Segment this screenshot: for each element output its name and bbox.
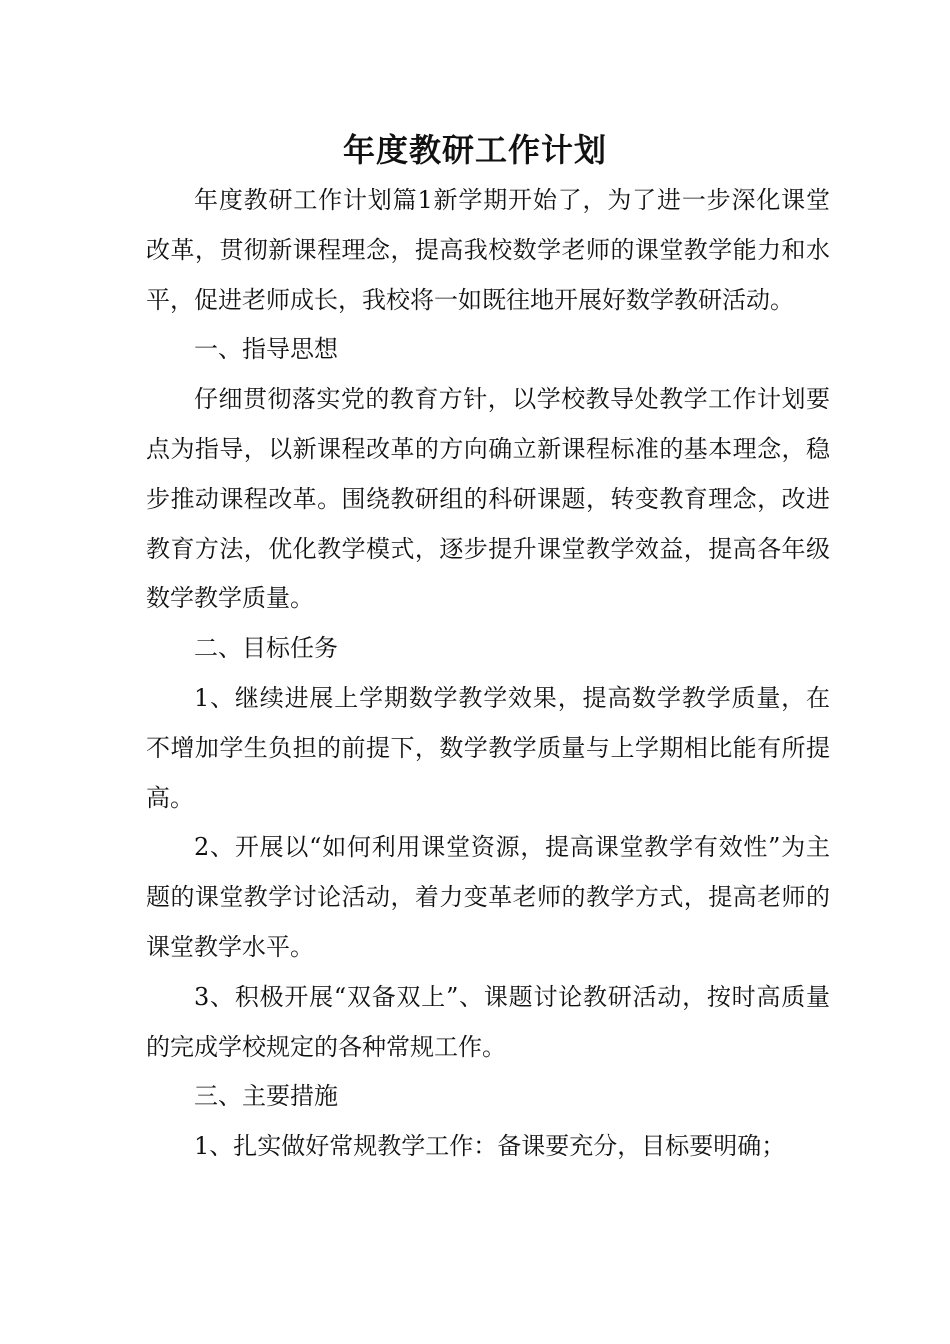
section-heading-guiding-ideology: 一、指导思想 <box>194 335 338 364</box>
goal-item-3: 3、积极开展“双备双上”、课题讨论教研活动，按时高质量的完成学校规定的各种常规工作。 <box>146 982 830 1061</box>
document-title: 年度教研工作计划 <box>342 131 607 169</box>
guiding-ideology-paragraph: 仔细贯彻落实党的教育方针，以学校教导处教学工作计划要点为指导，以新课程改革的方向确立新课程标准的基本理念，稳步推动课程改革。围绕教研组的科研课题，转变教育理念，改进教育方法，优化教学模式，逐步提升课堂教学效益，提高各年级数学教学质量。 <box>146 385 830 613</box>
section-heading-goals: 二、目标任务 <box>194 634 338 663</box>
intro-paragraph: 年度教研工作计划篇1新学期开始了，为了进一步深化课堂改革，贯彻新课程理念，提高我校数学老师的课堂教学能力和水平，促进老师成长，我校将一如既往地开展好数学教研活动。 <box>146 186 830 314</box>
goal-item-1: 1、继续进展上学期数学教学效果，提高数学教学质量，在不增加学生负担的前提下，数学教学质量与上学期相比能有所提高。 <box>146 683 830 812</box>
section-heading-measures: 三、主要措施 <box>194 1082 338 1111</box>
goal-item-2: 2、开展以“如何利用课堂资源，提高课堂教学有效性”为主题的课堂教学讨论活动，着力变革老师的教学方式，提高老师的课堂教学水平。 <box>146 833 830 961</box>
document-body <box>146 176 830 1172</box>
measure-item-1: 1、扎实做好常规教学工作：备课要充分，目标要明确； <box>194 1132 786 1161</box>
